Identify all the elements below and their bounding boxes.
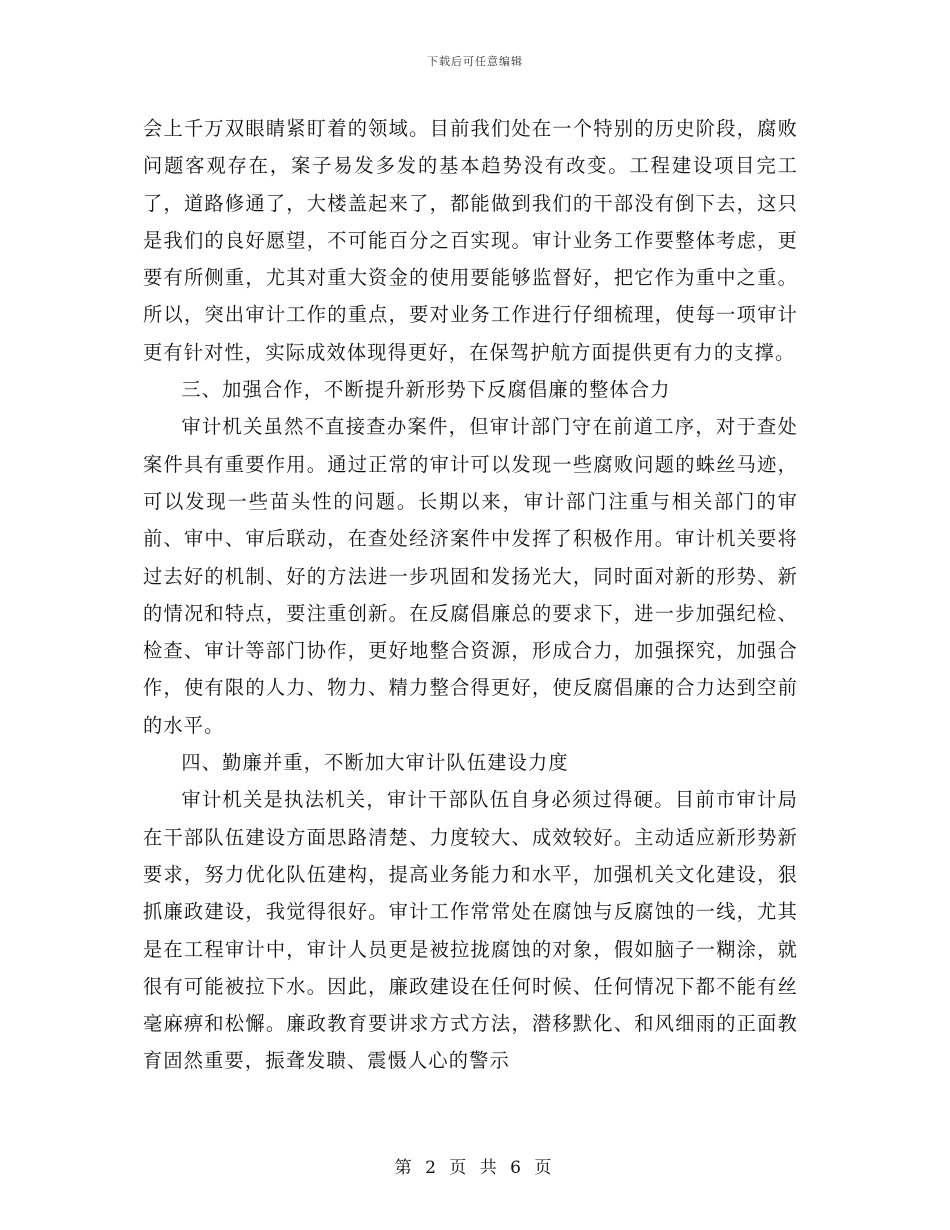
- section-heading-three: 三、加强合作，不断提升新形势下反腐倡廉的整体合力: [181, 378, 671, 402]
- paragraph-cooperation: 审计机关虽然不直接查办案件，但审计部门守在前道工序，对于查处案件具有重要作用。通过正常的审计可以发现一些腐败问题的蛛丝马迹，可以发现一些苗头性的问题。长期以来，审计部门注重与相关部门的审前、审中、审后联动，在查处经济案件中发挥了积极作用。审计机关要将过去好的机制、好的方法进一步巩固和发扬光大，同时面对新的形势、新的情况和特点，要注重创新。在反腐倡廉总的要求下，进一步加强纪检、检查、审计等部门协作，更好地整合资源，形成合力，加强探究，加强合作，使有限的人力、物力、精力整合得更好，使反腐倡廉的合力达到空前的水平。: [143, 415, 798, 737]
- paragraph-continuation: 会上千万双眼睛紧盯着的领域。目前我们处在一个特别的历史阶段，腐败问题客观存在，案子易发多发的基本趋势没有改变。工程建设项目完工了，道路修通了，大楼盖起来了，都能做到我们的干部没有倒下去，这只是我们的良好愿望，不可能百分之百实现。审计业务工作要整体考虑，更要有所侧重，尤其对重大资金的使用要能够监督好，把它作为重中之重。所以，突出审计工作的重点，要对业务工作进行仔细梳理，使每一项审计更有针对性，实际成效体现得更好，在保驾护航方面提供更有力的支撑。: [143, 117, 798, 364]
- page-indicator: 第 2 页 共 6 页: [394, 1158, 556, 1178]
- paragraph-team-building: 审计机关是执法机关，审计干部队伍自身必须过得硬。目前市审计局在干部队伍建设方面思路清楚、力度较大、成效较好。主动适应新形势新要求，努力优化队伍建构，提高业务能力和水平，加强机关文化建设，狠抓廉政建设，我觉得很好。审计工作常常处在腐蚀与反腐蚀的一线，尤其是在工程审计中，审计人员更是被拉拢腐蚀的对象，假如脑子一糊涂，就很有可能被拉下水。因此，廉政建设在任何时候、任何情况下都不能有丝毫麻痹和松懈。廉政教育要讲求方式方法，潜移默化、和风细雨的正面教育固然重要，振聋发聩、震慑人心的警示: [143, 788, 798, 1073]
- header-note: 下载后可任意编辑: [427, 55, 523, 68]
- document-body: [143, 110, 798, 1080]
- section-heading-four: 四、勤廉并重，不断加大审计队伍建设力度: [181, 751, 569, 775]
